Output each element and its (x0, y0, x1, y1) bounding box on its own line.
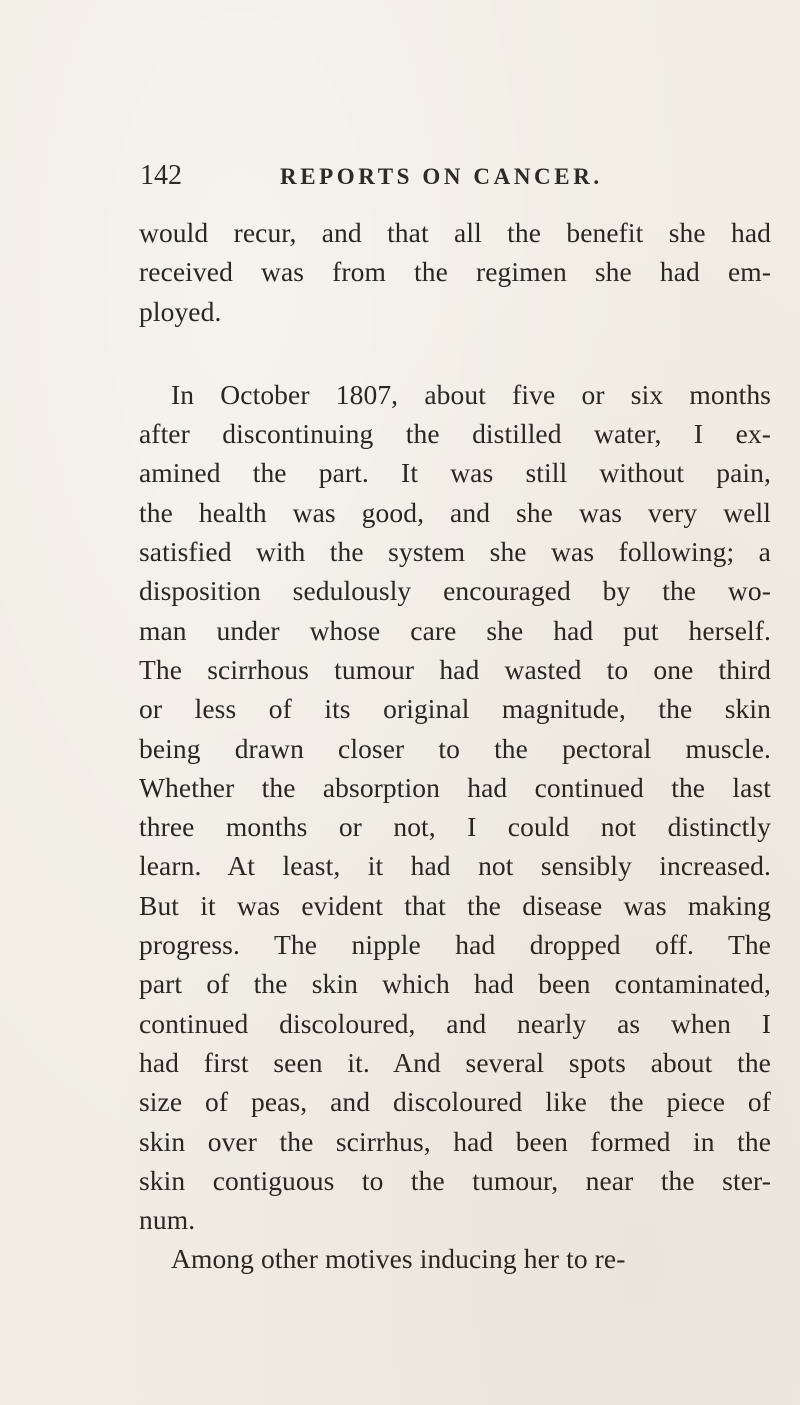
running-head-title: REPORTS ON CANCER. (280, 164, 603, 189)
text-line: Among other motives inducing her to re- (171, 1243, 626, 1275)
page-number: 142 (140, 160, 182, 191)
text-line: ployed. (139, 295, 222, 327)
text-line: had first seen it. And several spots about the (139, 1046, 771, 1078)
text-line: But it was evident that the disease was making (139, 889, 771, 921)
text-line: after discontinuing the distilled water, I ex- (139, 418, 771, 450)
text-line: man under whose care she had put herself. (139, 614, 771, 646)
text-line: disposition sedulously encouraged by the wo- (139, 575, 771, 607)
text-line: would recur, and that all the benefit she had (139, 217, 771, 248)
text-line: skin contiguous to the tumour, near the ster- (139, 1164, 771, 1196)
text-line: num. (139, 1204, 196, 1236)
body-text (139, 213, 771, 1279)
text-line: Whether the absorption had continued the last (139, 771, 771, 803)
paragraph-2 (139, 375, 771, 1240)
paragraph-3 (139, 1239, 771, 1278)
text-line: size of peas, and discoloured like the piece of (139, 1086, 771, 1118)
paragraph-1 (139, 213, 771, 331)
text-line: part of the skin which had been contaminated, (139, 968, 771, 1000)
text-line: progress. The nipple had dropped off. The (139, 929, 771, 961)
text-line: three months or not, I could not distinctly (139, 811, 771, 843)
text-line: The scirrhous tumour had wasted to one third (139, 653, 771, 685)
text-line: the health was good, and she was very well (139, 496, 771, 528)
text-line: or less of its original magnitude, the skin (139, 693, 771, 725)
text-line: learn. At least, it had not sensibly increased. (139, 850, 771, 882)
text-line: In October 1807, about five or six months (171, 378, 771, 410)
text-line: being drawn closer to the pectoral muscle. (139, 732, 771, 764)
text-line: amined the part. It was still without pain, (139, 457, 771, 489)
running-head (140, 160, 760, 200)
text-line: continued discoloured, and nearly as when I (139, 1007, 771, 1039)
text-line: satisfied with the system she was following; a (139, 536, 771, 568)
text-line: received was from the regimen she had em- (139, 256, 771, 288)
text-line: skin over the scirrhus, had been formed in the (139, 1125, 771, 1157)
